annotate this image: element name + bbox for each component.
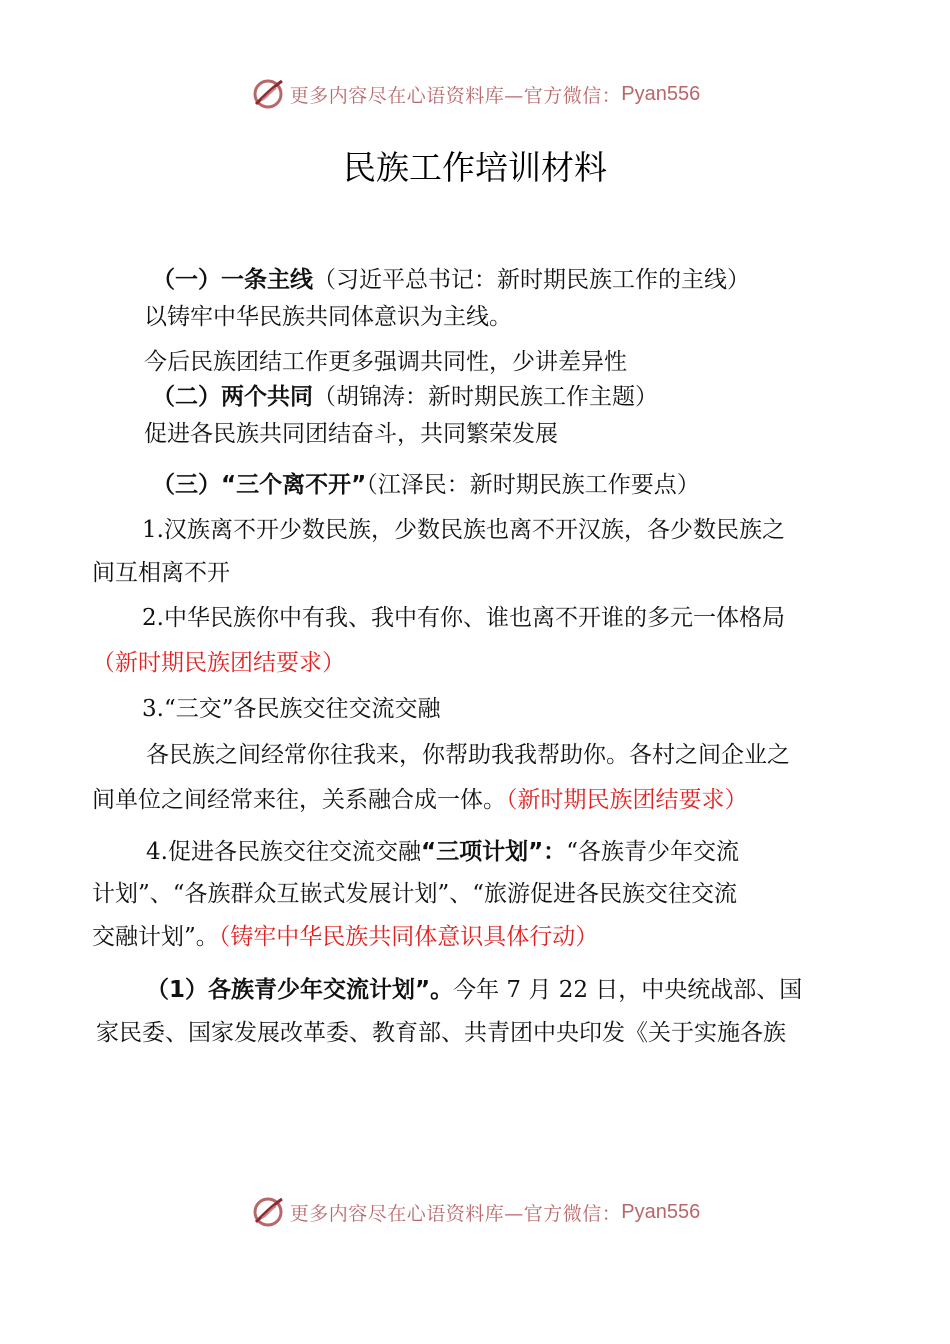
footer-watermark: [0, 1190, 950, 1234]
point-4-line-1: [146, 837, 739, 867]
section-3-heading-line: [152, 470, 700, 500]
point-1-line-1: 1.汉族离不开少数民族，少数民族也离不开汉族，各少数民族之: [142, 517, 785, 543]
section-1-note: （习近平总书记：新时期民族工作的主线）: [313, 267, 750, 293]
point-4-line-3: [92, 922, 598, 952]
item-1-line-1: [146, 975, 802, 1005]
brush-logo-icon: [250, 1194, 286, 1230]
point-3-body-note: （新时期民族团结要求）: [506, 787, 748, 813]
item-1-heading: （1）各族青少年交流计划”。: [146, 977, 454, 1003]
section-1-heading-line: [152, 265, 750, 295]
point-4-note: （铸牢中华民族共同体意识具体行动）: [218, 924, 599, 950]
point-3-body-line-2: [92, 785, 748, 815]
section-1-body-2: 今后民族团结工作更多强调共同性，少讲差异性: [144, 349, 627, 375]
point-4-text-2: “各族青少年交流: [566, 839, 739, 865]
item-1-line-2: 家民委、国家发展改革委、教育部、共青团中央印发《关于实施各族: [96, 1020, 786, 1046]
point-3-body-line-1: 各民族之间经常你往我来，你帮助我我帮助你。各村之间企业之: [146, 742, 790, 768]
section-3-note: （江泽民：新时期民族工作要点）: [366, 472, 700, 498]
point-4-text-3: 交融计划”。: [92, 924, 219, 950]
section-3-heading: （三）“三个离不开”: [152, 472, 367, 498]
header-watermark: [0, 72, 950, 116]
point-2-line-1: 2.中华民族你中有我、我中有你、谁也离不开谁的多元一体格局: [142, 605, 785, 631]
brush-logo-icon: [250, 76, 286, 112]
point-2-line-2: （新时期民族团结要求）: [92, 650, 345, 676]
point-1-line-2: 间互相离不开: [92, 560, 230, 586]
watermark-text: 更多内容尽在心语资料库—官方微信：: [289, 84, 622, 107]
section-2-note: （胡锦涛：新时期民族工作主题）: [313, 384, 658, 410]
point-3-body-text: 间单位之间经常来往，关系融合成一体。: [92, 787, 506, 813]
item-1-text: 今年 7 月 22 日，中央统战部、国: [453, 977, 803, 1003]
section-1-heading: （一）一条主线: [152, 267, 313, 293]
section-1-body: 以铸牢中华民族共同体意识为主线。: [144, 304, 512, 330]
watermark-text: 更多内容尽在心语资料库—官方微信：: [289, 1202, 622, 1225]
page-title: 民族工作培训材料: [343, 148, 607, 187]
watermark-handle: Pyan556: [621, 82, 701, 105]
section-2-heading: （二）两个共同: [152, 384, 313, 410]
point-4-text: 4.促进各民族交往交流交融: [146, 839, 421, 865]
section-2-heading-line: [152, 382, 658, 412]
point-3-line-1: 3.“三交”各民族交往交流交融: [142, 696, 441, 722]
point-4-emphasis: “三项计划”：: [420, 839, 567, 865]
point-4-line-2: 计划”、“各族群众互嵌式发展计划”、“旅游促进各民族交往交流: [92, 881, 738, 907]
watermark-handle: Pyan556: [621, 1200, 701, 1223]
section-2-body: 促进各民族共同团结奋斗，共同繁荣发展: [144, 421, 558, 447]
